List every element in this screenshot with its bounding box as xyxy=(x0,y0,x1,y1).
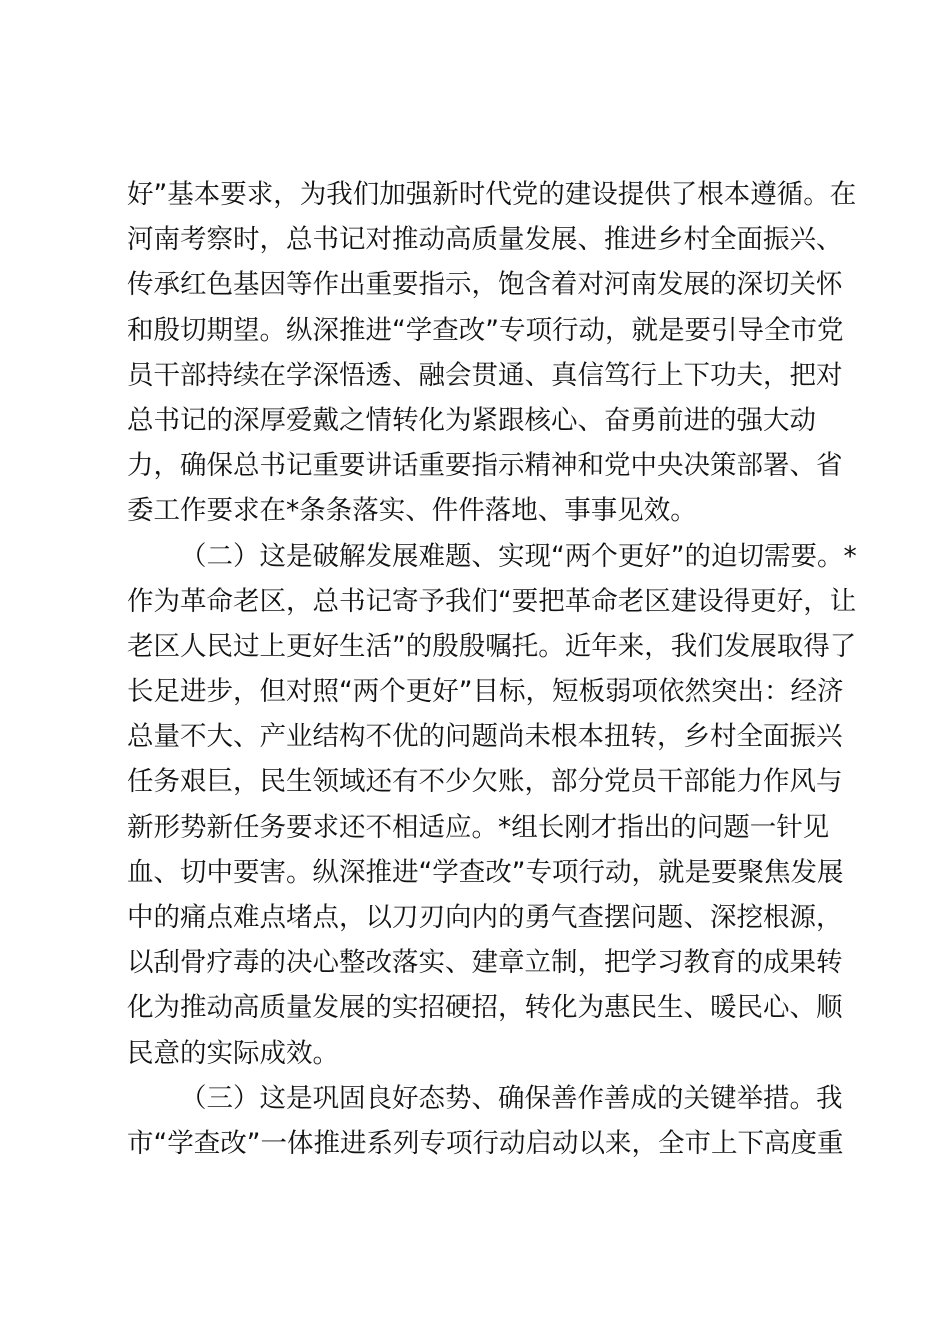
text-line: 化为推动高质量发展的实招硬招，转化为惠民生、暖民心、顺 xyxy=(127,992,843,1024)
paragraph-heading-2: （二）这是破解发展难题、实现“两个更好”的迫切需要。* xyxy=(180,540,857,572)
text-line: 总书记的深厚爱戴之情转化为紧跟核心、奋勇前进的强大动 xyxy=(127,404,816,436)
text-line: 河南考察时，总书记对推动高质量发展、推进乡村全面振兴、 xyxy=(127,224,843,256)
text-line: 总量不大、产业结构不优的问题尚未根本扭转，乡村全面振兴 xyxy=(127,721,843,753)
text-line: 力，确保总书记重要讲话重要指示精神和党中央决策部署、省 xyxy=(127,450,843,482)
text-line: 好”基本要求，为我们加强新时代党的建设提供了根本遵循。在 xyxy=(127,179,857,210)
text-line: 血、切中要害。纵深推进“学查改”专项行动，就是要聚焦发展 xyxy=(127,856,844,888)
paragraph-heading-3: （三）这是巩固良好态势、确保善作善成的关键举措。我 xyxy=(180,1082,843,1114)
text-line: 民意的实际成效。 xyxy=(127,1037,339,1069)
text-line: 新形势新任务要求还不相适应。*组长刚才指出的问题一针见 xyxy=(127,811,830,843)
text-line: 长足进步，但对照“两个更好”目标，短板弱项依然突出：经济 xyxy=(127,676,844,708)
text-line: 市“学查改”一体推进系列专项行动启动以来，全市上下高度重 xyxy=(127,1127,844,1159)
text-line: 中的痛点难点堵点，以刀刃向内的勇气查摆问题、深挖根源， xyxy=(127,902,843,933)
text-line: 委工作要求在*条条落实、件件落地、事事见效。 xyxy=(127,495,697,527)
text-line: 以刮骨疗毒的决心整改落实、建章立制，把学习教育的成果转 xyxy=(127,947,843,979)
text-line: 任务艰巨，民生领域还有不少欠账，部分党员干部能力作风与 xyxy=(127,766,843,798)
text-line: 和殷切期望。纵深推进“学查改”专项行动，就是要引导全市党 xyxy=(127,314,844,346)
document-body xyxy=(127,172,857,1166)
text-line: 员干部持续在学深悟透、融会贯通、真信笃行上下功夫，把对 xyxy=(127,359,843,391)
text-line: 老区人民过上更好生活”的殷殷嘱托。近年来，我们发展取得了 xyxy=(127,630,857,662)
text-line: 传承红色基因等作出重要指示，饱含着对河南发展的深切关怀 xyxy=(127,269,843,301)
text-line: 作为革命老区，总书记寄予我们“要把革命老区建设得更好，让 xyxy=(127,585,857,617)
